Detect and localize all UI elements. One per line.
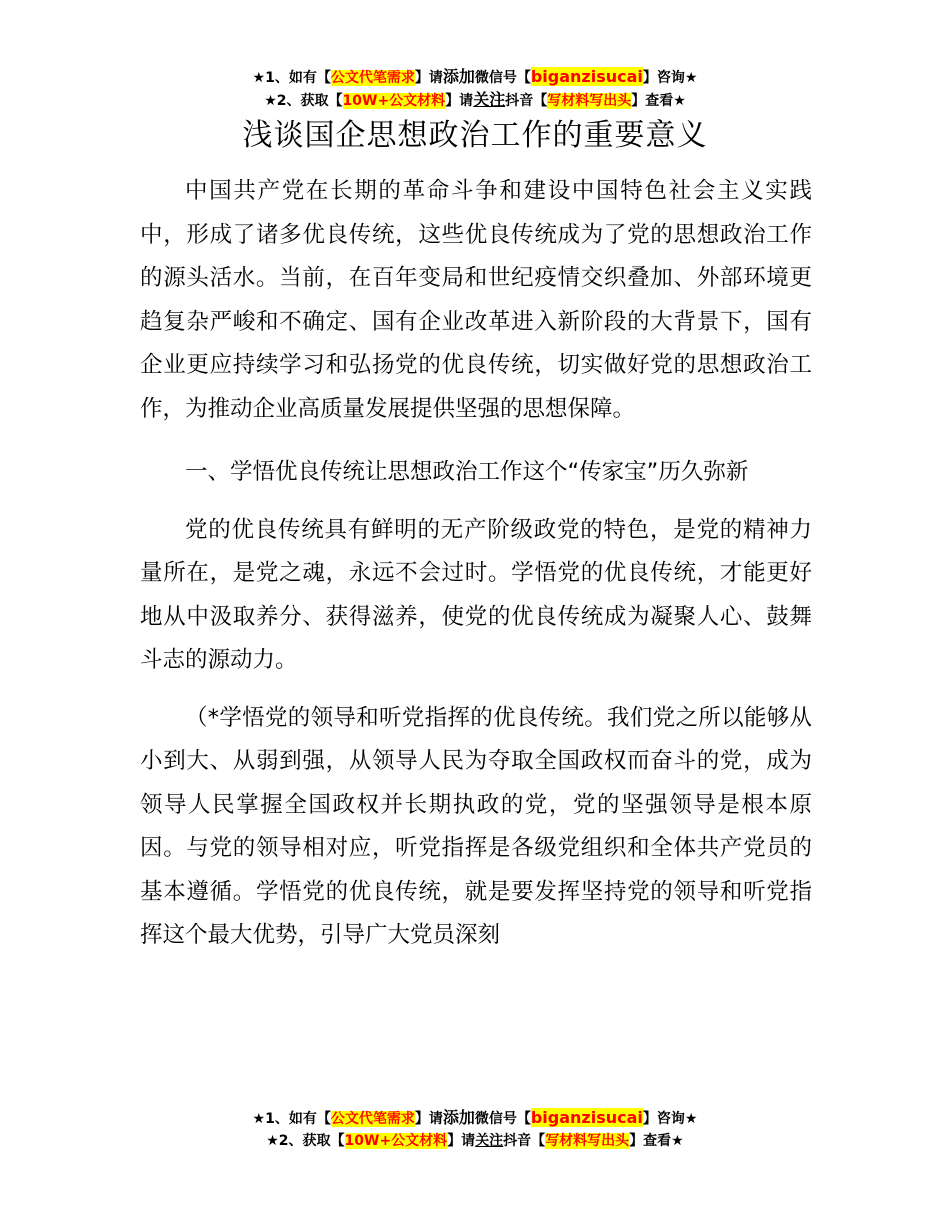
highlight-wechat-id: biganzisucai xyxy=(530,67,643,86)
document-title: 浅谈国企思想政治工作的重要意义 xyxy=(242,118,708,153)
footer-text: 抖音【 xyxy=(503,1133,546,1149)
header-text-emphasis: 添加 xyxy=(442,67,475,86)
highlight-materials: 10W+公文材料 xyxy=(342,93,446,109)
highlight-douyin: 写材料写出头 xyxy=(547,93,632,109)
document-body xyxy=(140,170,812,958)
header-line-2 xyxy=(0,89,950,112)
paragraph: （*学悟党的领导和听党指挥的优良传统。我们党之所以能够从小到大、从弱到强，从领导人民为夺取全国政权而奋斗的党，成为领导人民掌握全国政权并长期执政的党，党的坚强领导是根本原因。与党的领导相对应，听党指挥是各级党组织和全体共产党员的基本遵循。学悟党的优良传统，就是要发挥坚持党的领导和听党指挥这个最大优势，引导广大党员深刻 xyxy=(140,704,812,948)
footer-text: 微信号【 xyxy=(474,1111,531,1127)
footer-text: 】咨询★ xyxy=(642,1111,698,1127)
footer-text: 】查看★ xyxy=(629,1133,684,1149)
paragraph: 中国共产党在长期的革命斗争和建设中国特色社会主义实践中，形成了诸多优良传统，这些优良传统成为了党的思想政治工作的源头活水。当前，在百年变局和世纪疫情交织叠加、外部环境更趋复杂严峻和不确定、国有企业改革进入新阶段的大背景下，国有企业更应持续学习和弘扬党的优良传统，切实做好党的思想政治工作，为推动企业高质量发展提供坚强的思想保障。 xyxy=(140,178,812,422)
footer-text: 】请 xyxy=(447,1133,476,1149)
footer-text: ★1、如有【 xyxy=(252,1111,331,1127)
header-text: 】请 xyxy=(445,93,474,109)
highlight-douyin: 写材料写出头 xyxy=(545,1133,630,1149)
highlight-service: 公文代笔需求 xyxy=(330,70,415,86)
footer-line-2 xyxy=(0,1130,950,1152)
header-text: ★1、如有【 xyxy=(252,70,331,86)
highlight-service: 公文代笔需求 xyxy=(330,1111,415,1127)
header-text-emphasis: 关注 xyxy=(473,90,506,109)
header-text: 抖音【 xyxy=(505,93,548,109)
footer-text-emphasis: 添加 xyxy=(442,1108,475,1127)
footer-line-1 xyxy=(0,1107,950,1130)
footer-text: ★2、获取【 xyxy=(266,1133,345,1149)
header-text: 】查看★ xyxy=(631,93,686,109)
header-text: 】请 xyxy=(414,70,443,86)
highlight-wechat-id: biganzisucai xyxy=(530,1108,643,1127)
highlight-materials: 10W+公文材料 xyxy=(344,1133,448,1149)
paragraph: 党的优良传统具有鲜明的无产阶级政党的特色，是党的精神力量所在，是党之魂，永远不会过时。学悟党的优良传统，才能更好地从中汲取养分、获得滋养，使党的优良传统成为凝聚人心、鼓舞斗志的源动力。 xyxy=(140,516,812,673)
footer-text: 】请 xyxy=(414,1111,443,1127)
header-banner xyxy=(0,66,950,112)
footer-banner xyxy=(0,1107,950,1152)
header-text: 】咨询★ xyxy=(642,70,698,86)
header-line-1 xyxy=(0,66,950,89)
header-text: 微信号【 xyxy=(474,70,531,86)
footer-text-emphasis: 关注 xyxy=(475,1133,504,1149)
section-heading: 一、学悟优良传统让思想政治工作这个“传家宝”历久弥新 xyxy=(185,459,749,485)
header-text: ★2、获取【 xyxy=(264,93,343,109)
